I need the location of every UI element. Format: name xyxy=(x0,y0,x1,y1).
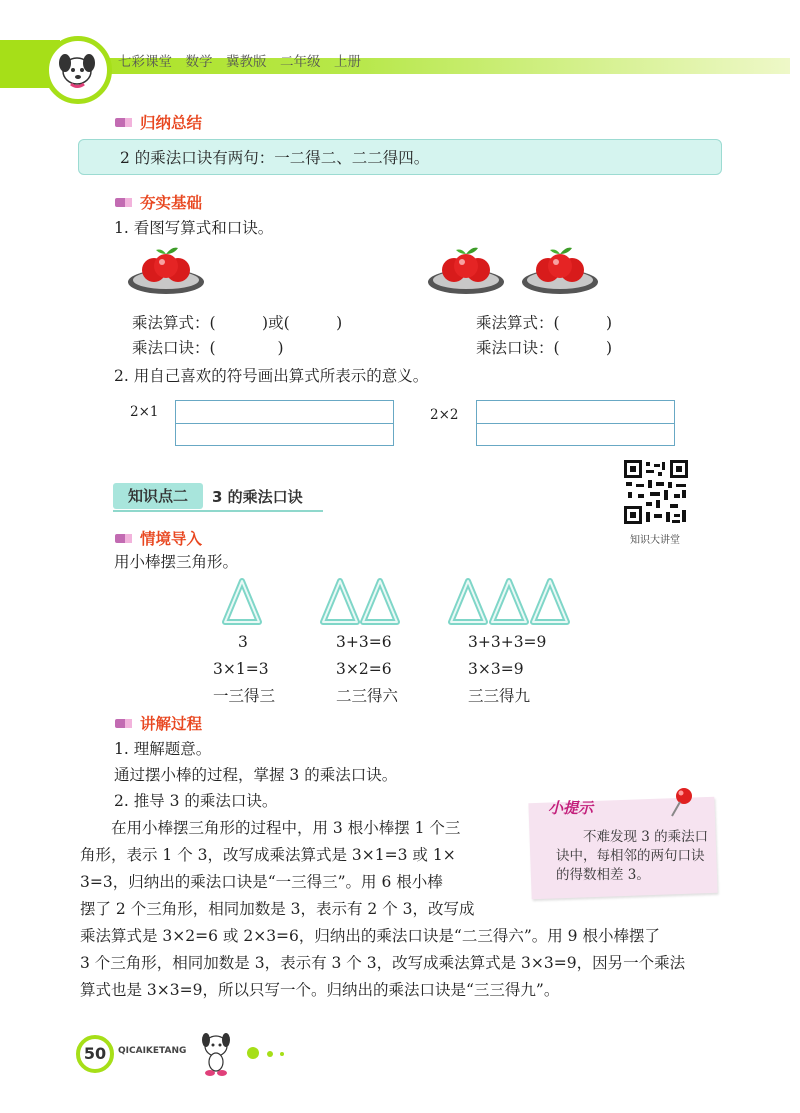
draw-box-2x2[interactable] xyxy=(476,400,675,446)
mascot-small-icon xyxy=(198,1028,234,1078)
right-rhyme-blank[interactable]: 乘法口诀：( ) xyxy=(476,339,613,357)
pencil-eraser-icon xyxy=(114,195,134,209)
triangle-rhyme-3: 三三得九 xyxy=(468,687,531,705)
para-line-5: 乘法算式是 3×2=6 或 2×3=6，归纳出的乘法口诀是“二三得六”。用 9 根小棒摆了 xyxy=(80,927,660,945)
question-1: 1. 看图写算式和口诀。 xyxy=(114,219,274,237)
triangle-group-2 xyxy=(323,581,357,622)
tip-title: 小提示 xyxy=(548,799,594,817)
apple-plate-3 xyxy=(522,248,598,294)
expr-2x1: 2×1 xyxy=(130,404,159,420)
right-formula-blank[interactable]: 乘法算式：( ) xyxy=(476,314,613,332)
mascot-icon xyxy=(49,41,107,99)
summary-text: 2 的乘法口诀有两句：一二得二、二二得四。 xyxy=(120,149,430,167)
left-formula-blank[interactable]: 乘法算式：( )或( ) xyxy=(132,314,343,332)
triangle-product-3: 3×3=9 xyxy=(468,660,524,678)
pushpin-icon xyxy=(666,786,696,820)
triangle-group-1 xyxy=(225,581,259,622)
question-2: 2. 用自己喜欢的符号画出算式所表示的意义。 xyxy=(114,367,429,385)
scenario-text: 用小棒摆三角形。 xyxy=(114,553,239,571)
triangle-sum-1: 3 xyxy=(238,633,248,651)
mascot-badge xyxy=(44,36,112,104)
para-line-1: 在用小棒摆三角形的过程中，用 3 根小棒摆 1 个三 xyxy=(80,819,461,837)
triangle-group-3 xyxy=(451,581,485,622)
para-line-2: 角形，表示 1 个 3，改写成乘法算式是 3×1=3 或 1× xyxy=(80,846,456,864)
apple-plates xyxy=(128,240,648,300)
page-number: 50 xyxy=(76,1035,114,1073)
left-rhyme-blank[interactable]: 乘法口诀：( ) xyxy=(132,339,284,357)
triangle-sum-2: 3+3=6 xyxy=(336,633,392,651)
para-line-7: 算式也是 3×3=9，所以只写一个。归纳出的乘法口诀是“三三得九”。 xyxy=(80,981,560,999)
triangle-group-2 xyxy=(363,581,397,622)
stick-triangles xyxy=(210,578,590,626)
knowledge-underline xyxy=(113,510,323,512)
apple-plate-1 xyxy=(128,248,204,294)
summary-heading: 归纳总结 xyxy=(114,111,202,133)
process-step-1: 1. 理解题意。 xyxy=(114,740,212,758)
knowledge-title: 3 的乘法口诀 xyxy=(212,488,303,506)
pencil-eraser-icon xyxy=(114,115,134,129)
expr-2x2: 2×2 xyxy=(430,407,459,423)
para-line-3: 3=3，归纳出的乘法口诀是“一三得三”。用 6 根小棒 xyxy=(80,873,443,891)
pencil-eraser-icon xyxy=(114,716,134,730)
pencil-eraser-icon xyxy=(114,531,134,545)
qr-caption: 知识大讲堂 xyxy=(630,535,680,546)
draw-box-2x1[interactable] xyxy=(175,400,394,446)
para-line-6: 3 个三角形，相同加数是 3，表示有 3 个 3，改写成乘法算式是 3×3=9，因另一个乘法 xyxy=(80,954,686,972)
triangle-group-3 xyxy=(492,581,526,622)
triangle-rhyme-1: 一三得三 xyxy=(213,687,276,705)
triangle-group-3 xyxy=(533,581,567,622)
triangle-product-1: 3×1=3 xyxy=(213,660,269,678)
basics-heading: 夯实基础 xyxy=(114,191,202,213)
para-line-4: 摆了 2 个三角形，相同加数是 3，表示有 2 个 3，改写成 xyxy=(80,900,475,918)
header-title: 七彩课堂 数学 冀教版 二年级 上册 xyxy=(118,54,361,70)
tip-text: 不难发现 3 的乘法口诀中，每相邻的两句口诀的得数相差 3。 xyxy=(556,829,709,883)
apple-plate-2 xyxy=(428,248,504,294)
scenario-heading: 情境导入 xyxy=(114,527,202,549)
triangle-product-2: 3×2=6 xyxy=(336,660,392,678)
process-step-2: 2. 推导 3 的乘法口诀。 xyxy=(114,792,278,810)
triangle-sum-3: 3+3+3=9 xyxy=(468,633,547,651)
process-heading: 讲解过程 xyxy=(114,712,202,734)
triangle-rhyme-2: 二三得六 xyxy=(336,687,399,705)
process-step-1-text: 通过摆小棒的过程，掌握 3 的乘法口诀。 xyxy=(114,766,398,784)
brand-text: QICAIKETANG xyxy=(118,1046,187,1056)
qr-code-icon[interactable] xyxy=(624,460,688,524)
dots-decoration xyxy=(246,1046,290,1060)
knowledge-label: 知识点二 xyxy=(113,483,203,509)
